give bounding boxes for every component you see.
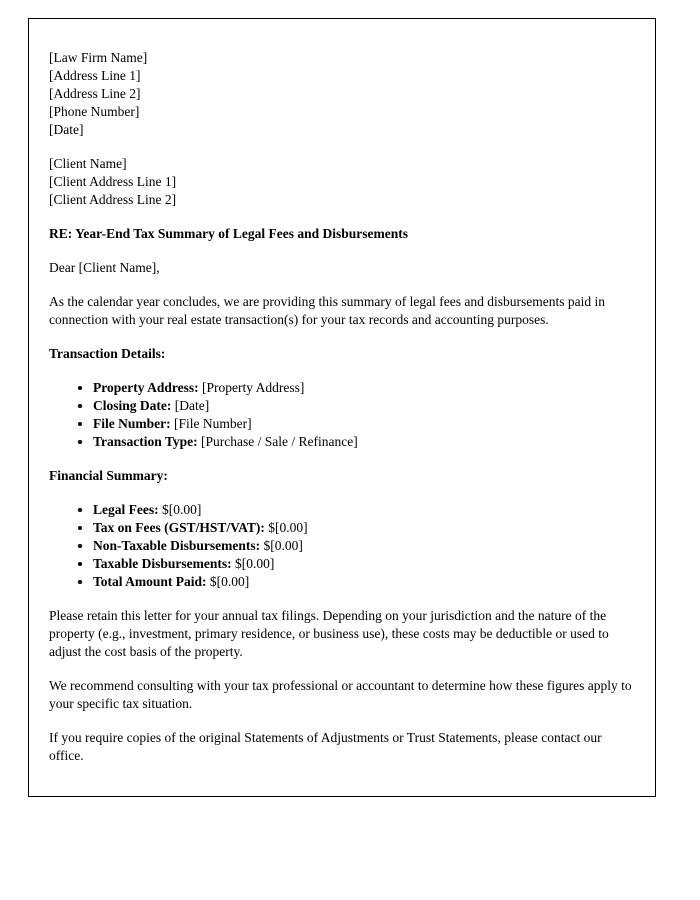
letter-page — [28, 18, 656, 797]
item-value: [Purchase / Sale / Refinance] — [201, 434, 358, 449]
copies-request-paragraph: If you require copies of the original Statements of Adjustments or Trust Statements, please contact our office. — [49, 730, 602, 763]
item-label: Property Address: — [93, 380, 199, 395]
list-item — [93, 433, 635, 451]
list-item — [93, 555, 635, 573]
item-value: $[0.00] — [235, 556, 275, 571]
firm-phone-number: [Phone Number] — [49, 104, 140, 119]
transaction-details-list — [49, 379, 635, 451]
list-item — [93, 501, 635, 519]
salutation: Dear [Client Name], — [49, 260, 160, 275]
item-label: Tax on Fees (GST/HST/VAT): — [93, 520, 265, 535]
item-value: [File Number] — [173, 416, 252, 431]
client-address-line-1: [Client Address Line 1] — [49, 174, 177, 189]
item-value: [Date] — [174, 398, 210, 413]
intro-paragraph: As the calendar year concludes, we are providing this summary of legal fees and disbursements paid in connection with your real estate transaction(s) for your tax records and accounting purposes. — [49, 294, 605, 327]
item-label: Transaction Type: — [93, 434, 198, 449]
subject-line: RE: Year-End Tax Summary of Legal Fees and Disbursements — [49, 226, 409, 241]
list-item — [93, 537, 635, 555]
letter-date: [Date] — [49, 122, 84, 137]
retain-letter-paragraph: Please retain this letter for your annual tax filings. Depending on your jurisdiction and the nature of the property (e.g., investment, primary residence, or business use), these costs may be deductible or used to adjust the cost basis of the property. — [49, 608, 609, 659]
item-value: $[0.00] — [209, 574, 250, 589]
client-name: [Client Name] — [49, 156, 127, 171]
list-item — [93, 519, 635, 537]
item-label: Legal Fees: — [93, 502, 159, 517]
item-label: Closing Date: — [93, 398, 172, 413]
tax-professional-paragraph: We recommend consulting with your tax professional or accountant to determine how these figures apply to your specific tax situation. — [49, 678, 632, 711]
list-item — [93, 573, 635, 591]
firm-address-line-2: [Address Line 2] — [49, 86, 141, 101]
financial-summary-list — [49, 501, 635, 591]
item-label: Total Amount Paid: — [93, 574, 207, 589]
item-value: $[0.00] — [161, 502, 202, 517]
firm-address-block — [49, 49, 635, 139]
financial-summary-heading: Financial Summary: — [49, 468, 168, 483]
law-firm-name: [Law Firm Name] — [49, 50, 148, 65]
item-label: Non-Taxable Disbursements: — [93, 538, 261, 553]
item-label: Taxable Disbursements: — [93, 556, 232, 571]
item-label: File Number: — [93, 416, 171, 431]
list-item — [93, 379, 635, 397]
client-address-block — [49, 155, 635, 209]
client-address-line-2: [Client Address Line 2] — [49, 192, 177, 207]
firm-address-line-1: [Address Line 1] — [49, 68, 141, 83]
list-item — [93, 415, 635, 433]
item-value: $[0.00] — [263, 538, 303, 553]
transaction-details-heading: Transaction Details: — [49, 346, 166, 361]
list-item — [93, 397, 635, 415]
item-value: [Property Address] — [202, 380, 305, 395]
item-value: $[0.00] — [268, 520, 308, 535]
